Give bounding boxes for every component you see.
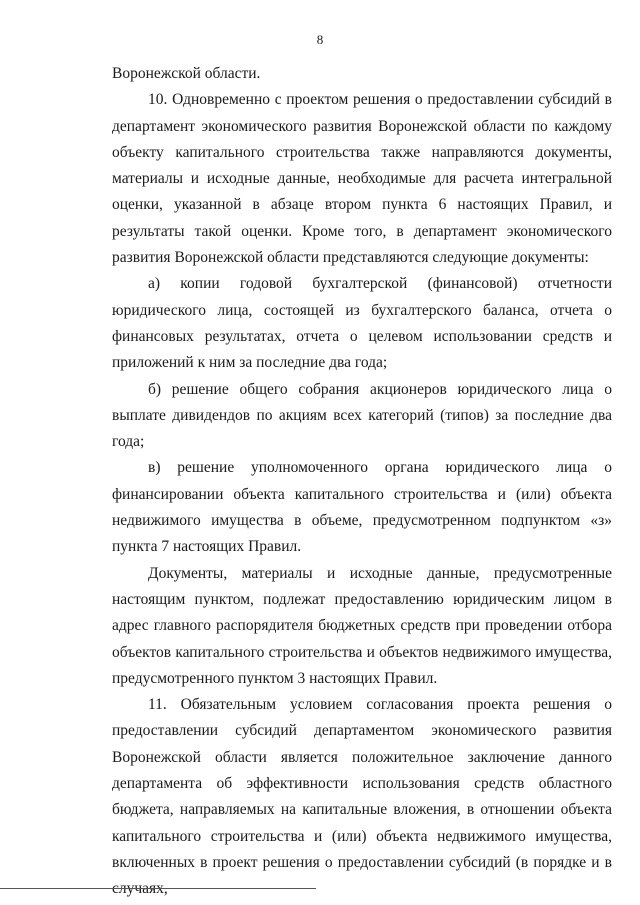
paragraph-11: 11. Обязательным условием согласования проекта решения о предоставлении субсидий департаментом экономического развития Воронежской области является положительное заключение данного департамента об эффективности использования средств областного бюджета, направляемых на капитальные вложения, в отношении объекта капитального строительства и (или) объекта недвижимого имущества, включенных в проект решения о предоставлении субсидий (в порядке и в случаях,: [112, 696, 612, 898]
page-number: 8: [316, 32, 324, 47]
paragraph-10-a: а) копии годовой бухгалтерской (финансовой) отчетности юридического лица, состоящей из бухгалтерского баланса, отчета о финансовых результатах, отчета о целевом использовании средств и приложений к ним за последние два года;: [112, 275, 612, 372]
document-body: [112, 61, 612, 903]
footer-rule: [0, 888, 316, 889]
paragraph-continuation: Воронежской области.: [112, 65, 261, 82]
paragraph-10-v: в) решение уполномоченного органа юридического лица о финансировании объекта капитального строительства и (или) объекта недвижимого имущества в объеме, предусмотренном подпунктом «з» пункта 7 настоящих Правил.: [112, 459, 612, 556]
paragraph-10: 10. Одновременно с проектом решения о предоставлении субсидий в департамент экономического развития Воронежской области по каждому объекту капитального строительства также направляются документы, материалы и исходные данные, необходимые для расчета интегральной оценки, указанной в абзаце втором пункта 6 настоящих Правил, и результаты такой оценки. Кроме того, в департамент экономического развития Воронежской области представляются следующие документы:: [112, 91, 612, 267]
paragraph-10-documents: Документы, материалы и исходные данные, предусмотренные настоящим пунктом, подлежат предоставлению юридическим лицом в адрес главного распорядителя бюджетных средств при проведении отбора объектов капитального строительства и объектов недвижимого имущества, предусмотренного пунктом 3 настоящих Правил.: [112, 564, 612, 687]
paragraph-10-b: б) решение общего собрания акционеров юридического лица о выплате дивидендов по акциям всех категорий (типов) за последние два года;: [112, 380, 612, 451]
